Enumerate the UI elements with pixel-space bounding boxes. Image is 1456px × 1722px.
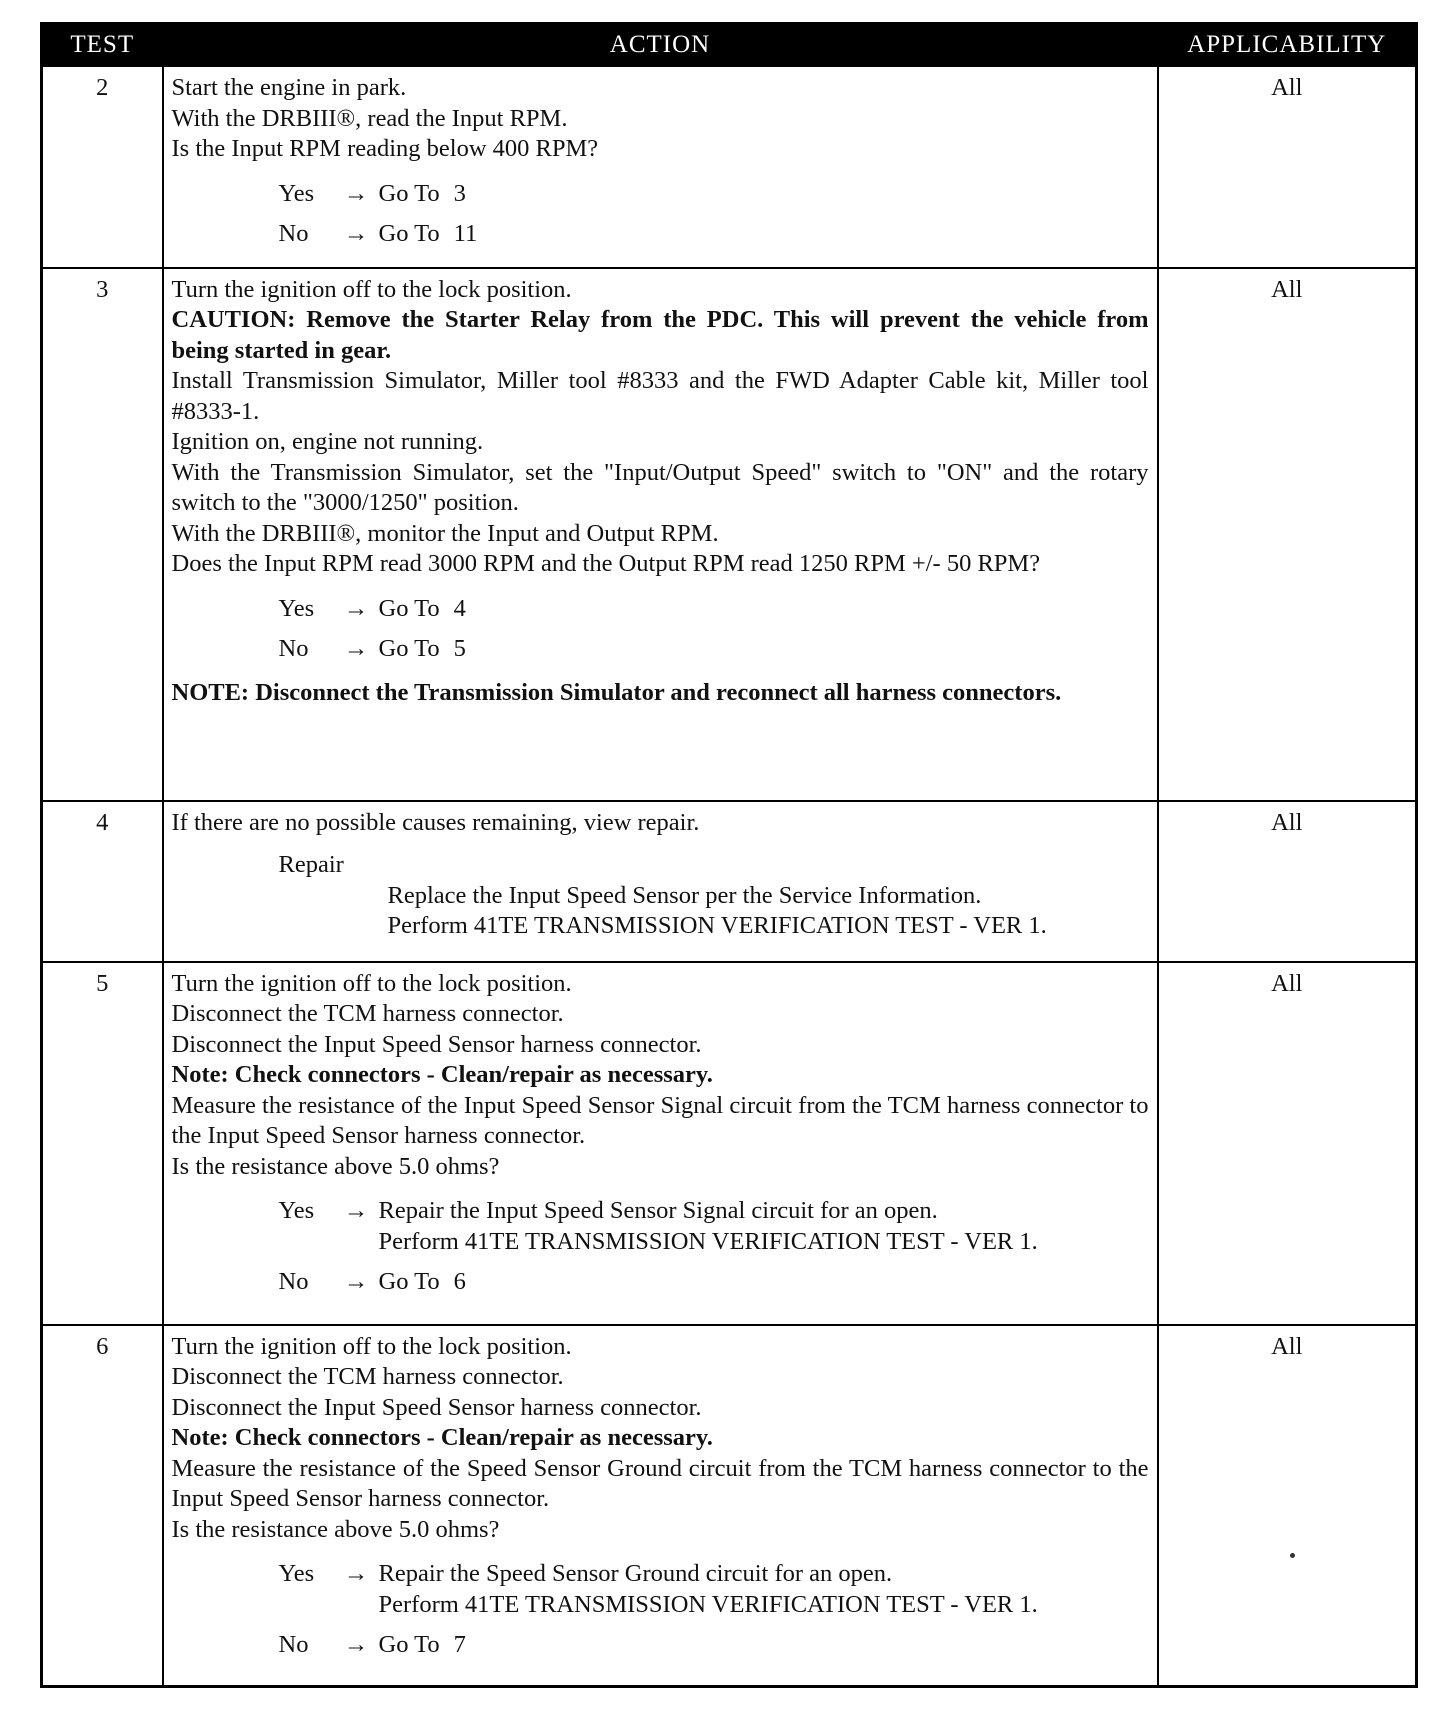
repair-line: Repair the Speed Sensor Ground circuit for an open. (378, 1560, 893, 1587)
goto-number: 4 (453, 594, 466, 622)
goto-number: 7 (453, 1631, 466, 1658)
test-number: 3 (42, 268, 163, 801)
action-cell (163, 801, 1158, 962)
no-label: No (278, 1268, 309, 1295)
arrow-icon: → (343, 594, 369, 622)
note-text: Note: Check connectors - Clean/repair as necessary. (171, 1424, 713, 1451)
action-line: Turn the ignition off to the lock position. (171, 1332, 572, 1360)
action-line: Install Transmission Simulator, Miller tool #8333 and the FWD Adapter Cable kit, Miller tool #8333-1. (171, 367, 1149, 425)
diagnostic-table-page (40, 22, 1415, 1688)
action-cell (163, 268, 1158, 801)
goto-text: Go To (378, 179, 440, 207)
applicability-cell: All (1158, 268, 1417, 801)
test-number: 4 (42, 801, 163, 962)
goto-number: 3 (453, 179, 466, 207)
no-label: No (278, 1631, 309, 1658)
action-line: Does the Input RPM read 3000 RPM and the Output RPM read 1250 RPM +/- 50 RPM? (171, 550, 1041, 577)
no-result (172, 1267, 1149, 1297)
action-line: Turn the ignition off to the lock position. (171, 275, 572, 303)
header-applicability: APPLICABILITY (1158, 24, 1417, 67)
action-line: Disconnect the Input Speed Sensor harness connector. (171, 1030, 702, 1058)
action-line: Disconnect the TCM harness connector. (171, 1000, 564, 1027)
repair-label: Repair (278, 851, 344, 878)
repair-line: Perform 41TE TRANSMISSION VERIFICATION TEST - VER 1. (378, 1227, 1038, 1255)
caution-text: CAUTION: Remove the Starter Relay from the PDC. This will prevent the vehicle from being started in gear. (171, 306, 1149, 364)
action-line: Measure the resistance of the Speed Sensor Ground circuit from the TCM harness connector to the Input Speed Sensor harness connector. (171, 1454, 1149, 1512)
applicability-cell: All (1158, 66, 1417, 268)
action-line: With the DRBIII®, monitor the Input and Output RPM. (171, 519, 719, 547)
table-row (42, 268, 1417, 801)
header-test: TEST (42, 24, 163, 67)
yes-label: Yes (278, 179, 315, 207)
yes-label: Yes (278, 1560, 315, 1587)
arrow-icon: → (343, 219, 369, 247)
goto-text: Go To (378, 1631, 440, 1658)
repair-line: Perform 41TE TRANSMISSION VERIFICATION TEST - VER 1. (378, 1590, 1038, 1618)
goto-text: Go To (378, 594, 440, 622)
arrow-icon: → (343, 1268, 369, 1295)
action-line: Disconnect the TCM harness connector. (171, 1363, 564, 1390)
yes-result (172, 1559, 1149, 1620)
diagnostic-test-table (40, 22, 1418, 1688)
arrow-icon: → (343, 179, 369, 207)
goto-text: Go To (378, 219, 440, 247)
applicability-cell: All (1158, 801, 1417, 962)
arrow-icon: → (343, 1560, 369, 1587)
action-line: Is the Input RPM reading below 400 RPM? (171, 135, 599, 162)
action-cell (163, 1325, 1158, 1687)
header-action: ACTION (163, 24, 1158, 67)
repair-line: Replace the Input Speed Sensor per the Service Information. (387, 881, 982, 909)
table-row (42, 801, 1417, 962)
arrow-icon: → (343, 634, 369, 662)
goto-text: Go To (378, 634, 440, 662)
action-line: Ignition on, engine not running. (171, 428, 484, 455)
test-number: 5 (42, 962, 163, 1325)
action-line: With the DRBIII®, read the Input RPM. (171, 104, 568, 132)
table-header-row (42, 24, 1417, 67)
no-label: No (278, 219, 309, 247)
test-number: 6 (42, 1325, 163, 1687)
applicability-cell: All (1158, 962, 1417, 1325)
action-line: With the Transmission Simulator, set the "Input/Output Speed" switch to "ON" and the rotary switch to the "3000/1250" position. (171, 458, 1149, 516)
yes-label: Yes (278, 594, 315, 622)
action-line: Is the resistance above 5.0 ohms? (171, 1152, 500, 1180)
table-row (42, 66, 1417, 268)
action-line: If there are no possible causes remaining, view repair. (171, 808, 700, 836)
yes-result (172, 179, 1149, 209)
goto-number: 11 (453, 219, 478, 247)
action-line: Turn the ignition off to the lock position. (171, 969, 572, 997)
no-result (172, 219, 1149, 249)
goto-text: Go To (378, 1268, 440, 1295)
yes-label: Yes (278, 1197, 315, 1224)
note-text: NOTE: Disconnect the Transmission Simulator and reconnect all harness connectors. (171, 678, 1062, 706)
no-result (172, 634, 1149, 664)
repair-line: Repair the Input Speed Sensor Signal circuit for an open. (378, 1197, 938, 1224)
yes-result (172, 1196, 1149, 1257)
action-line: Disconnect the Input Speed Sensor harness connector. (171, 1393, 702, 1421)
test-number: 2 (42, 66, 163, 268)
stray-dot-mark (1290, 1553, 1295, 1558)
arrow-icon: → (343, 1197, 369, 1224)
action-cell (163, 66, 1158, 268)
goto-number: 6 (453, 1268, 466, 1295)
action-cell (163, 962, 1158, 1325)
no-label: No (278, 634, 309, 662)
yes-result (172, 594, 1149, 624)
action-line: Start the engine in park. (171, 74, 407, 101)
arrow-icon: → (343, 1631, 369, 1658)
applicability-cell: All (1158, 1325, 1417, 1687)
repair-line: Perform 41TE TRANSMISSION VERIFICATION TEST - VER 1. (387, 912, 1047, 939)
goto-number: 5 (453, 634, 466, 662)
action-line: Measure the resistance of the Input Speed Sensor Signal circuit from the TCM harness connector to the Input Speed Sensor harness connector. (171, 1091, 1149, 1149)
table-row (42, 962, 1417, 1325)
no-result (172, 1630, 1149, 1660)
note-text: Note: Check connectors - Clean/repair as necessary. (171, 1061, 713, 1088)
table-row (42, 1325, 1417, 1687)
action-line: Is the resistance above 5.0 ohms? (171, 1515, 500, 1543)
